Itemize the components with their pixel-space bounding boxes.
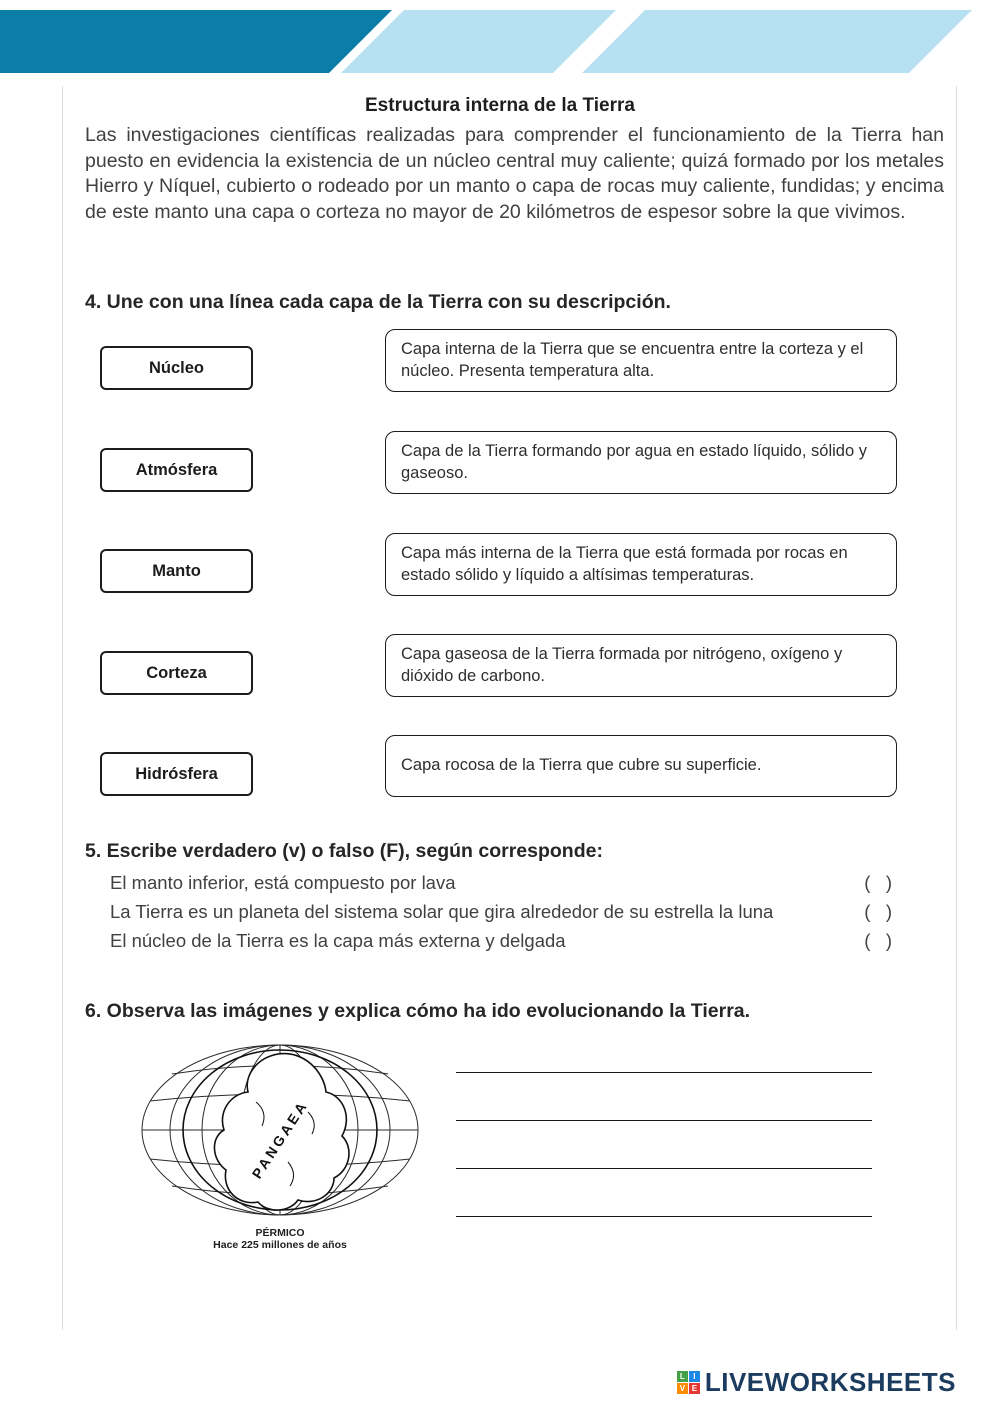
page-margin-line bbox=[956, 86, 957, 1330]
pangaea-globe-illustration bbox=[138, 1042, 422, 1220]
layer-box[interactable]: Corteza bbox=[100, 651, 253, 695]
header-banner bbox=[0, 10, 1000, 73]
pangaea-map-figure bbox=[138, 1042, 422, 1251]
logo-square-e: E bbox=[689, 1383, 700, 1394]
figure-caption-subtitle: Hace 225 millones de años bbox=[213, 1239, 347, 1251]
logo-square-i: I bbox=[689, 1371, 700, 1382]
description-box[interactable]: Capa rocosa de la Tierra que cubre su superficie. bbox=[385, 735, 897, 797]
pangaea-label: PANGAEA bbox=[248, 1097, 312, 1182]
statement-row bbox=[110, 930, 892, 959]
layer-box[interactable]: Atmósfera bbox=[100, 448, 253, 492]
answer-mark[interactable]: ( ) bbox=[864, 872, 892, 893]
answer-line[interactable] bbox=[456, 1216, 872, 1217]
exercise4-heading: 4. Une con una línea cada capa de la Tierra con su descripción. bbox=[85, 291, 671, 313]
exercise5-heading: 5. Escribe verdadero (v) o falso (F), según corresponde: bbox=[85, 840, 603, 862]
page-title: Estructura interna de la Tierra bbox=[365, 95, 635, 116]
layer-box[interactable]: Núcleo bbox=[100, 346, 253, 390]
statement-row bbox=[110, 872, 892, 901]
answer-mark[interactable]: ( ) bbox=[864, 930, 892, 951]
statement-text: El núcleo de la Tierra es la capa más externa y delgada bbox=[110, 930, 566, 951]
statement-text: La Tierra es un planeta del sistema solar que gira alrededor de su estrella la luna bbox=[110, 901, 774, 922]
intro-paragraph: Las investigaciones científicas realizadas para comprender el funcionamiento de la Tierra han puesto en evidencia la existencia de un núcleo central muy caliente; quizá formado por los metales Hierro y Níquel, cubierto o rodeado por un manto o capa de rocas muy caliente, fundidas; y encima de este manto una capa o corteza no mayor de 20 kilómetros de espesor sobre la que vivimos. bbox=[85, 124, 944, 223]
answer-line[interactable] bbox=[456, 1072, 872, 1073]
brand-name: LIVEWORKSHEETS bbox=[704, 1367, 956, 1397]
figure-caption-title: PÉRMICO bbox=[255, 1227, 305, 1239]
logo-square-l: L bbox=[677, 1371, 688, 1382]
statement-row bbox=[110, 901, 892, 930]
answer-line[interactable] bbox=[456, 1120, 872, 1121]
layer-box[interactable]: Hidrósfera bbox=[100, 752, 253, 796]
answer-mark[interactable]: ( ) bbox=[864, 901, 892, 922]
statement-list bbox=[110, 872, 892, 959]
description-box[interactable]: Capa de la Tierra formando por agua en estado líquido, sólido y gaseoso. bbox=[385, 431, 897, 494]
statement-text: El manto inferior, está compuesto por lava bbox=[110, 872, 456, 893]
layer-box[interactable]: Manto bbox=[100, 549, 253, 593]
liveworksheets-logo-icon bbox=[677, 1371, 700, 1394]
exercise6-heading: 6. Observa las imágenes y explica cómo ha ido evolucionando la Tierra. bbox=[85, 1000, 751, 1022]
description-box[interactable]: Capa gaseosa de la Tierra formada por nitrógeno, oxígeno y dióxido de carbono. bbox=[385, 634, 897, 697]
description-box[interactable]: Capa interna de la Tierra que se encuentra entre la corteza y el núcleo. Presenta temperatura alta. bbox=[385, 329, 897, 392]
logo-square-v: V bbox=[677, 1383, 688, 1394]
liveworksheets-logo[interactable] bbox=[677, 1367, 956, 1398]
description-box[interactable]: Capa más interna de la Tierra que está formada por rocas en estado sólido y líquido a altísimas temperaturas. bbox=[385, 533, 897, 596]
answer-line[interactable] bbox=[456, 1168, 872, 1169]
page-margin-line bbox=[62, 86, 63, 1330]
